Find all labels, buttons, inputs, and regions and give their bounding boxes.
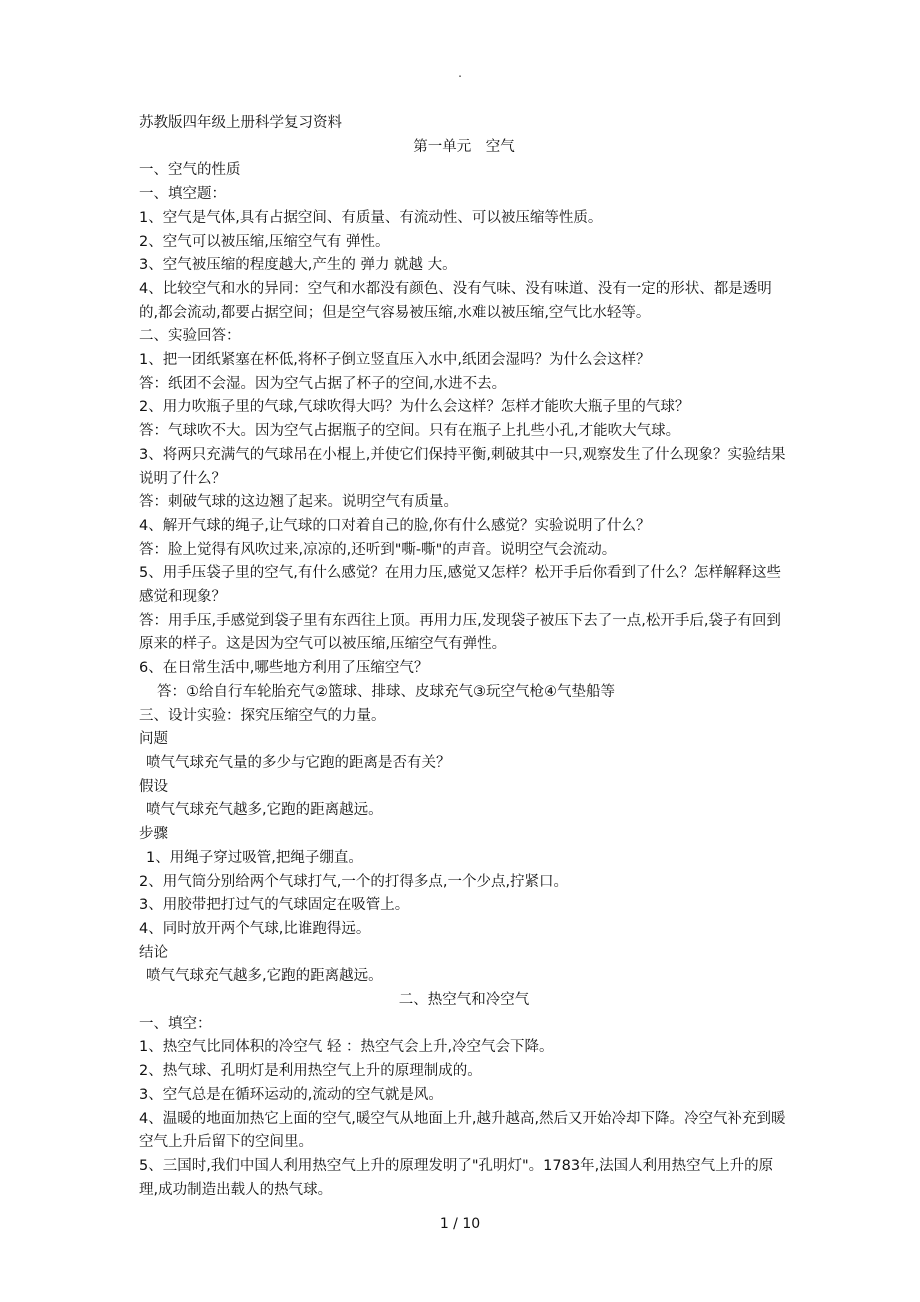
- problem-text: 喷气气球充气量的多少与它跑的距离是否有关？: [146, 754, 451, 771]
- question: 5、用手压袋子里的空气,有什么感觉？在用力压,感觉又怎样？松开手后你看到了什么？怎样解释这些感觉和现象？: [139, 565, 781, 606]
- answer: 答：脸上觉得有风吹过来,凉凉的,还听到"嘶-嘶"的声音。说明空气会流动。: [139, 541, 617, 558]
- fill-item: 2、空气可以被压缩,压缩空气有 弹性。: [139, 233, 390, 250]
- step-item: 2、用气筒分别给两个气球打气,一个的打得多点,一个少点,拧紧口。: [139, 873, 569, 890]
- fill2-item: 2、热气球、孔明灯是利用热空气上升的原理制成的。: [139, 1063, 482, 1080]
- step-item: 3、用胶带把打过气的气球固定在吸管上。: [139, 897, 410, 914]
- question: 1、把一团纸紧塞在杯低,将杯子倒立竖直压入水中,纸团会湿吗？为什么会这样？: [139, 352, 651, 369]
- answer: 答：气球吹不大。因为空气占据瓶子的空间。只有在瓶子上扎些小孔,才能吹大气球。: [139, 423, 681, 440]
- steps-label: 步骤: [139, 826, 168, 843]
- fill2-heading: 一、填空：: [139, 1015, 212, 1032]
- fill-heading: 一、填空题：: [139, 186, 226, 203]
- hypothesis-text: 喷气气球充气越多,它跑的距离越远。: [146, 802, 383, 819]
- question: 4、解开气球的绳子,让气球的口对着自己的脸,你有什么感觉？实验说明了什么？: [139, 517, 651, 534]
- fill-item: 4、比较空气和水的异同：空气和水都没有颜色、没有气味、没有味道、没有一定的形状、都是透明的,都会流动,都要占据空间；但是空气容易被压缩,水难以被压缩,空气比水轻等。: [139, 280, 772, 321]
- doc-title: 苏教版四年级上册科学复习资料: [139, 115, 342, 131]
- fill2-item: 1、热空气比同体积的冷空气 轻 ：热空气会上升,冷空气会下降。: [139, 1039, 554, 1056]
- section2-heading: 二、热空气和冷空气: [398, 992, 530, 1009]
- question: 2、用力吹瓶子里的气球,气球吹得大吗？为什么会这样？怎样才能吹大瓶子里的气球？: [139, 399, 690, 416]
- fill2-item: 3、空气总是在循环运动的,流动的空气就是风。: [139, 1086, 443, 1103]
- fill-item: 1、空气是气体,具有占据空间、有质量、有流动性、可以被压缩等性质。: [139, 209, 603, 226]
- problem-label: 问题: [139, 731, 168, 748]
- question: 6、在日常生活中,哪些地方利用了压缩空气？: [139, 660, 429, 677]
- answer: 答：①给自行车轮胎充气②篮球、排球、皮球充气③玩空气枪④气垫船等: [157, 683, 615, 700]
- conclusion-text: 喷气气球充气越多,它跑的距离越远。: [146, 968, 383, 985]
- conclusion-label: 结论: [139, 944, 168, 961]
- answer: 答：纸团不会湿。因为空气占据了杯子的空间,水进不去。: [139, 375, 507, 392]
- fill2-item: 5、三国时,我们中国人利用热空气上升的原理发明了"孔明灯"。1783年,法国人利用热空气上升的原理,成功制造出载人的热气球。: [139, 1157, 774, 1198]
- document-body: [139, 112, 789, 1202]
- answer: 答：用手压,手感觉到袋子里有东西往上顶。再用力压,发现袋子被压下去了一点,松开手后,袋子有回到原来的样子。这是因为空气可以被压缩,压缩空气有弹性。: [139, 612, 781, 653]
- question: 3、将两只充满气的气球吊在小棍上,并使它们保持平衡,刺破其中一只,观察发生了什么现象？实验结果说明了什么？: [139, 446, 786, 487]
- fill2-item: 4、温暖的地面加热它上面的空气,暖空气从地面上升,越升越高,然后又开始冷却下降。冷空气补充到暖空气上升后留下的空间里。: [139, 1110, 786, 1151]
- step-item: 4、同时放开两个气球,比谁跑得远。: [139, 920, 371, 937]
- hypothesis-label: 假设: [139, 778, 168, 795]
- header-mark: .: [458, 66, 462, 80]
- unit-heading: 第一单元 空气: [413, 138, 515, 155]
- design-heading: 三、设计实验：探究压缩空气的力量。: [139, 707, 386, 724]
- answer: 答：刺破气球的这边翘了起来。说明空气有质量。: [139, 494, 458, 511]
- fill-item: 3、空气被压缩的程度越大,产生的 弹力 就越 大。: [139, 257, 457, 274]
- section-heading: 一、空气的性质: [139, 162, 241, 179]
- page-number: 1 / 10: [439, 1216, 481, 1232]
- experiment-heading: 二、实验回答：: [139, 328, 241, 345]
- step-item: 1、用绳子穿过吸管,把绳子绷直。: [146, 849, 363, 866]
